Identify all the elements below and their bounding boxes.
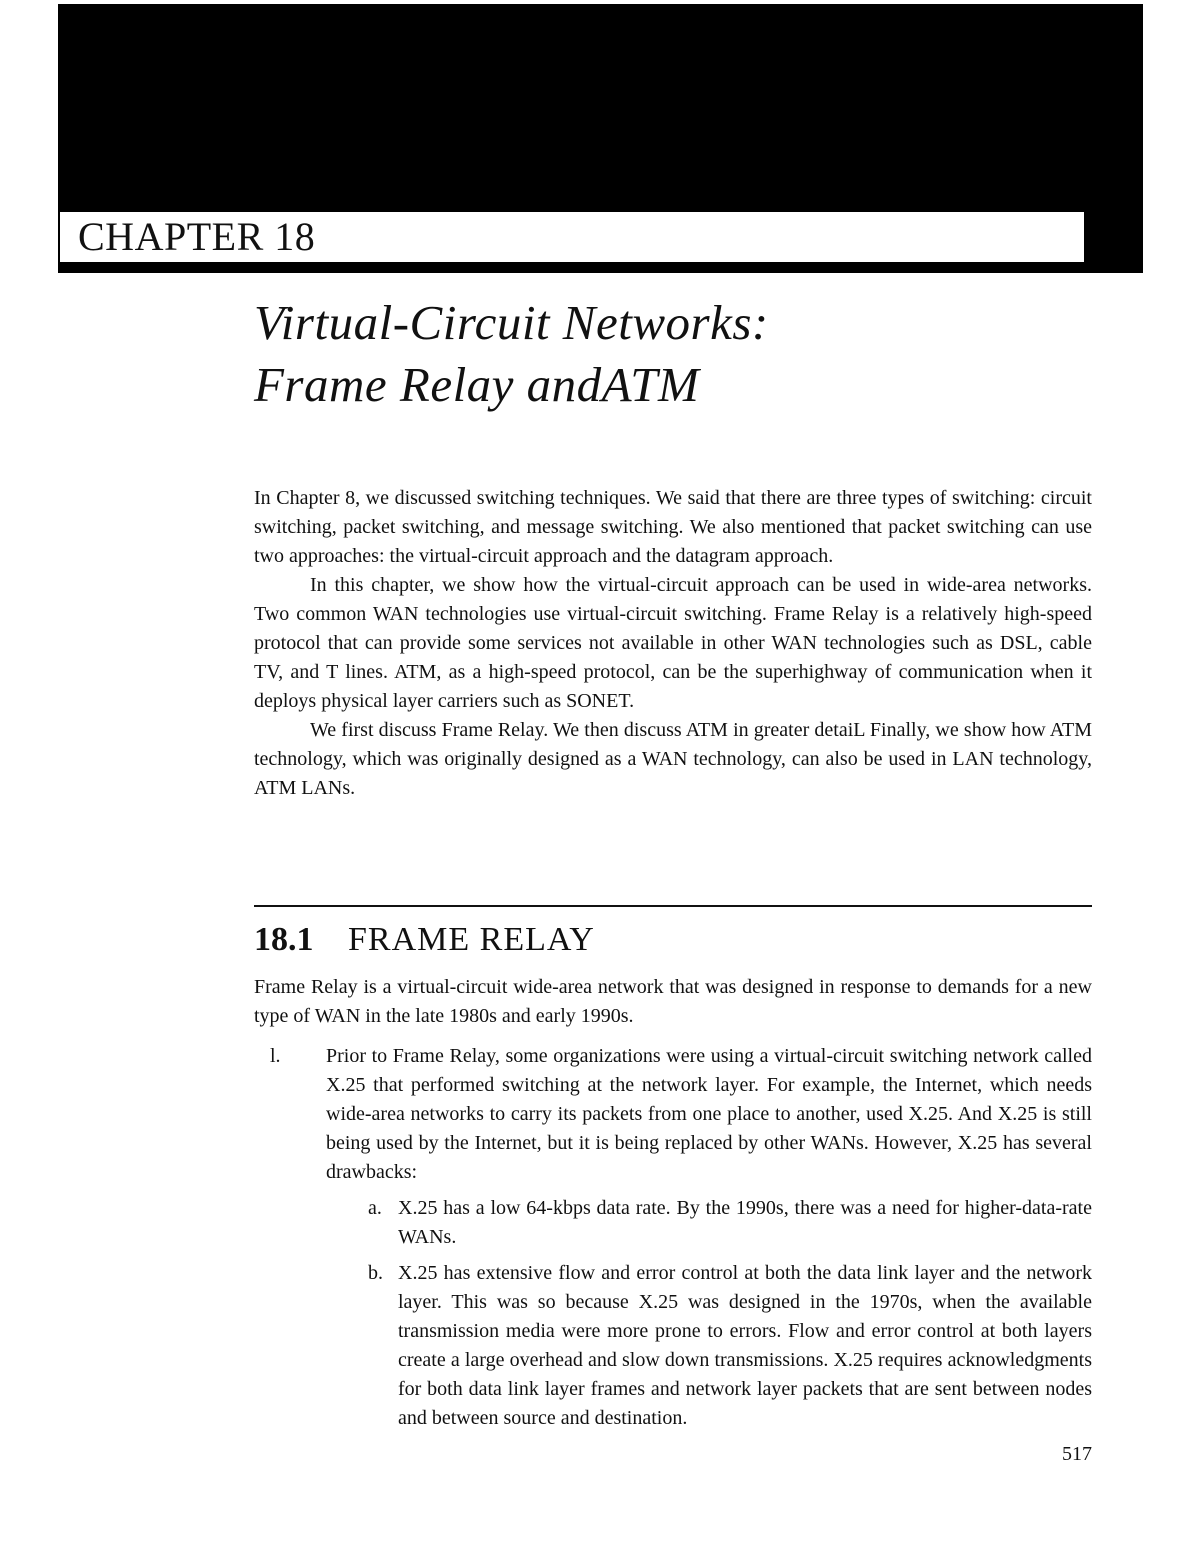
chapter-intro xyxy=(254,484,1092,803)
list-item-marker: l. xyxy=(270,1045,281,1067)
list-item-text: Prior to Frame Relay, some organizations were using a virtual-circuit switching network called X.25 that performed switching at the network layer. For example, the Internet, which needs wide-area networks to carry its packets from one place to another, used X.25. And X.25 is still being used by the Internet, but it is being replaced by other WANs. However, X.25 has several drawbacks: xyxy=(326,1045,1092,1183)
chapter-title xyxy=(254,292,769,416)
sub-list-item-marker: a. xyxy=(368,1197,382,1219)
list-item xyxy=(254,1042,1092,1433)
page-number: 517 xyxy=(1062,1443,1092,1465)
sub-list-item-text: X.25 has a low 64-kbps data rate. By the 1990s, there was a need for higher-data-rate WANs. xyxy=(398,1197,1092,1248)
sub-list-item-b xyxy=(326,1259,1092,1433)
section-title: FRAME RELAY xyxy=(348,921,595,958)
sub-list-item-marker: b. xyxy=(368,1262,383,1284)
section-number: 18.1 xyxy=(254,921,314,958)
sub-list-item-text: X.25 has extensive flow and error control at both the data link layer and the network layer. This was so because X.25 was designed in the 1970s, when the available transmission media were more prone to errors. Flow and error control at both layers create a large overhead and slow down transmissions. X.25 requires acknowledgments for both data link layer frames and network layer packets that are sent between nodes and between source and destination. xyxy=(398,1262,1092,1429)
intro-paragraph-3: We first discuss Frame Relay. We then discuss ATM in greater detaiL Finally, we show how ATM technology, which was originally designed as a WAN technology, can also be used in LAN technology, ATM LANs. xyxy=(254,719,1092,799)
section-divider xyxy=(254,905,1092,907)
section-intro-paragraph: Frame Relay is a virtual-circuit wide-area network that was designed in response to demands for a new type of WAN in the late 1980s and early 1990s. xyxy=(254,976,1092,1027)
chapter-label: CHAPTER 18 xyxy=(78,214,316,259)
chapter-title-line-1: Virtual-Circuit Networks: xyxy=(254,295,769,350)
sub-list-item-a xyxy=(326,1194,1092,1252)
intro-paragraph-1: In Chapter 8, we discussed switching techniques. We said that there are three types of switching: circuit switching, packet switching, and message switching. We also mentioned that packet switching can use two approaches: the virtual-circuit approach and the datagram approach. xyxy=(254,487,1092,567)
section-body xyxy=(254,973,1092,1433)
intro-paragraph-2: In this chapter, we show how the virtual-circuit approach can be used in wide-area networks. Two common WAN technologies use virtual-circuit switching. Frame Relay is a relatively high-speed protocol that can provide some services not available in other WAN technologies such as DSL, cable TV, and T lines. ATM, as a high-speed protocol, can be the superhighway of communication when it deploys physical layer carriers such as SONET. xyxy=(254,574,1092,712)
chapter-title-line-2: Frame Relay andATM xyxy=(254,357,700,412)
section-heading xyxy=(254,918,595,962)
